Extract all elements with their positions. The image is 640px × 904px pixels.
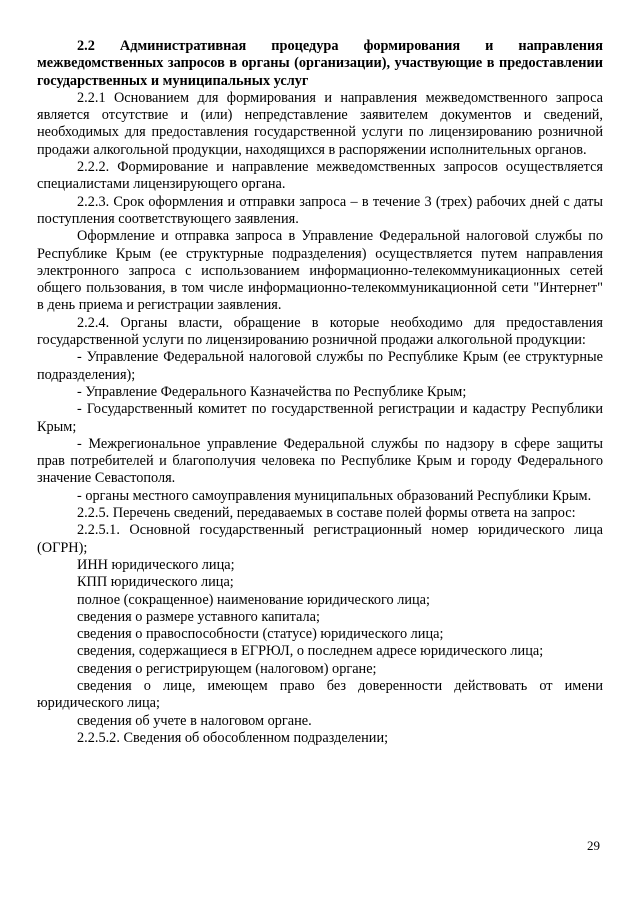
- paragraph: 2.2.3. Срок оформления и отправки запроса – в течение 3 (трех) рабочих дней с даты поступления соответствующего заявления.: [37, 193, 603, 227]
- list-item: сведения об учете в налоговом органе.: [77, 712, 312, 729]
- paragraph: 2.2.5. Перечень сведений, передаваемых в составе полей формы ответа на запрос:: [77, 505, 576, 522]
- page-number: 29: [587, 838, 600, 853]
- paragraph: 2.2.1 Основанием для формирования и направления межведомственного запроса является отсутствие и (или) непредставление заявителем документов и сведений, необходимых для предоставления государственной услуги по лицензированию розничной продажи алкогольной продукции, находящихся в распоряжении исполнительных органов.: [37, 89, 603, 158]
- paragraph: 2.2.5.2. Сведения об обособленном подразделении;: [77, 729, 389, 746]
- list-item: КПП юридического лица;: [77, 574, 234, 591]
- list-item: - органы местного самоуправления муниципальных образований Республики Крым.: [77, 487, 592, 504]
- list-item: сведения о лице, имеющем право без доверенности действовать от имени юридического лица;: [37, 677, 603, 712]
- section-title: 2.2 Административная процедура формирования и направления межведомственных запросов в органы (организации), участвующие в предоставлении государственных и муниципальных услуг: [37, 38, 603, 89]
- list-item: сведения о размере уставного капитала;: [77, 608, 320, 625]
- list-item: полное (сокращенное) наименование юридического лица;: [77, 591, 430, 608]
- list-item: - Управление Федерального Казначейства по Республике Крым;: [77, 383, 467, 400]
- paragraph: 2.2.2. Формирование и направление межведомственных запросов осуществляется специалистами лицензирующего органа.: [37, 159, 603, 193]
- paragraph: 2.2.4. Органы власти, обращение в которые необходимо для предоставления государственной услуги по лицензированию розничной продажи алкогольной продукции:: [37, 314, 603, 349]
- paragraph: 2.2.5.1. Основной государственный регистрационный номер юридического лица (ОГРН);: [37, 522, 603, 556]
- paragraph: Оформление и отправка запроса в Управление Федеральной налоговой службы по Республике Крым (ее структурные подразделения) осуществляется путем направления электронного запроса с использованием информационно-телекоммуникационных сетей общего пользования, в том числе информационно-телекоммуникационной сети "Интернет" в день приема и регистрации заявления.: [37, 228, 603, 314]
- document-body: [37, 38, 603, 747]
- list-item: ИНН юридического лица;: [77, 556, 235, 573]
- list-item: - Межрегиональное управление Федеральной службы по надзору в сфере защиты прав потребителей и благополучия человека по Республике Крым и городу Федерального значение Севастополя.: [37, 435, 603, 487]
- list-item: сведения о регистрирующем (налоговом) органе;: [77, 660, 377, 677]
- list-item: сведения, содержащиеся в ЕГРЮЛ, о последнем адресе юридического лица;: [77, 643, 544, 660]
- list-item: сведения о правоспособности (статусе) юридического лица;: [77, 626, 444, 643]
- list-item: - Управление Федеральной налоговой службы по Республике Крым (ее структурные подразделения);: [37, 349, 603, 383]
- list-item: - Государственный комитет по государственной регистрации и кадастру Республики Крым;: [37, 401, 603, 435]
